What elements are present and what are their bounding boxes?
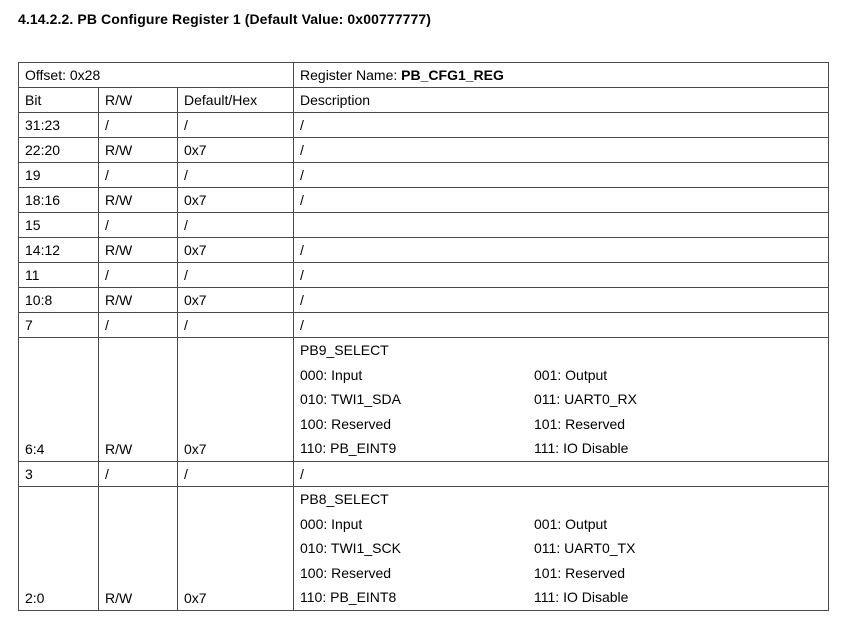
option-value: 110: PB_EINT8 — [300, 589, 397, 606]
option-value: 101: Reserved — [534, 564, 626, 581]
table-row — [19, 238, 829, 263]
column-header-row — [19, 88, 829, 113]
register-name: PB_CFG1_REG — [401, 67, 504, 83]
table-row — [19, 461, 829, 486]
description-cell — [294, 213, 829, 238]
default-cell: / — [178, 263, 294, 288]
description-cell: / — [294, 313, 829, 338]
description-cell: / — [294, 238, 829, 263]
field-title: PB8_SELECT — [300, 490, 389, 507]
option-value: 000: Input — [300, 515, 363, 532]
option-value: 100: Reserved — [300, 564, 392, 581]
default-cell: 0x7 — [178, 238, 294, 263]
bit-cell: 11 — [19, 263, 99, 288]
default-cell: 0x7 — [178, 338, 294, 462]
pb9-description — [300, 338, 828, 461]
option-value: 010: TWI1_SCK — [300, 540, 401, 557]
option-value: 101: Reserved — [534, 415, 626, 432]
option-row — [300, 585, 828, 610]
table-row — [19, 113, 829, 138]
table-row — [19, 188, 829, 213]
option-row — [300, 412, 828, 437]
bit-cell: 2:0 — [19, 486, 99, 610]
header-row-offset — [19, 63, 829, 88]
rw-cell: / — [99, 163, 178, 188]
rw-cell: / — [99, 213, 178, 238]
option-value: 111: IO Disable — [534, 589, 629, 606]
bit-cell: 15 — [19, 213, 99, 238]
bit-cell: 19 — [19, 163, 99, 188]
rw-cell: R/W — [99, 486, 178, 610]
table-row — [19, 263, 829, 288]
option-value: 111: IO Disable — [534, 440, 629, 457]
register-table — [18, 62, 829, 611]
col-header-description: Description — [294, 88, 829, 113]
default-cell: / — [178, 213, 294, 238]
description-cell — [294, 486, 829, 610]
table-row — [19, 138, 829, 163]
rw-cell: / — [99, 113, 178, 138]
default-cell: 0x7 — [178, 138, 294, 163]
bit-cell: 7 — [19, 313, 99, 338]
description-cell: / — [294, 138, 829, 163]
bit-cell: 14:12 — [19, 238, 99, 263]
col-header-rw: R/W — [99, 88, 178, 113]
table-row — [19, 213, 829, 238]
rw-cell: R/W — [99, 138, 178, 163]
rw-cell: R/W — [99, 288, 178, 313]
default-cell: 0x7 — [178, 188, 294, 213]
table-row — [19, 163, 829, 188]
default-cell: / — [178, 113, 294, 138]
description-cell: / — [294, 163, 829, 188]
default-cell: 0x7 — [178, 486, 294, 610]
option-value: 001: Output — [534, 366, 608, 383]
table-row-pb8-select — [19, 486, 829, 610]
bit-cell: 18:16 — [19, 188, 99, 213]
option-value: 100: Reserved — [300, 415, 392, 432]
bit-cell: 10:8 — [19, 288, 99, 313]
rw-cell: R/W — [99, 188, 178, 213]
option-row — [300, 512, 828, 537]
option-value: 000: Input — [300, 366, 363, 383]
option-row — [300, 536, 828, 561]
option-value: 010: TWI1_SDA — [300, 391, 401, 408]
field-title: PB9_SELECT — [300, 342, 389, 358]
default-cell: / — [178, 163, 294, 188]
rw-cell: / — [99, 461, 178, 486]
table-row — [19, 313, 829, 338]
bit-cell: 22:20 — [19, 138, 99, 163]
bit-cell: 3 — [19, 461, 99, 486]
description-cell: / — [294, 461, 829, 486]
default-cell: / — [178, 313, 294, 338]
rw-cell: / — [99, 313, 178, 338]
option-row — [300, 561, 828, 586]
description-cell: / — [294, 113, 829, 138]
table-row-pb9-select — [19, 338, 829, 462]
option-value: 001: Output — [534, 515, 608, 532]
col-header-bit: Bit — [19, 88, 99, 113]
description-cell — [294, 338, 829, 462]
table-row — [19, 288, 829, 313]
pb8-description — [300, 487, 828, 610]
section-heading: 4.14.2.2. PB Configure Register 1 (Default Value: 0x00777777) — [18, 11, 432, 27]
offset-cell: Offset: 0x28 — [19, 63, 294, 88]
default-cell: / — [178, 461, 294, 486]
rw-cell: R/W — [99, 338, 178, 462]
rw-cell: / — [99, 263, 178, 288]
option-row — [300, 387, 828, 412]
rw-cell: R/W — [99, 238, 178, 263]
bit-cell: 31:23 — [19, 113, 99, 138]
option-value: 011: UART0_TX — [534, 540, 636, 557]
option-row — [300, 363, 828, 388]
description-cell: / — [294, 188, 829, 213]
description-cell: / — [294, 263, 829, 288]
description-cell: / — [294, 288, 829, 313]
default-cell: 0x7 — [178, 288, 294, 313]
option-value: 110: PB_EINT9 — [300, 440, 397, 457]
register-name-cell — [294, 63, 829, 88]
bit-cell: 6:4 — [19, 338, 99, 462]
register-name-label: Register Name: — [300, 67, 402, 83]
col-header-default: Default/Hex — [178, 88, 294, 113]
option-value: 011: UART0_RX — [534, 391, 637, 408]
option-row — [300, 436, 828, 461]
